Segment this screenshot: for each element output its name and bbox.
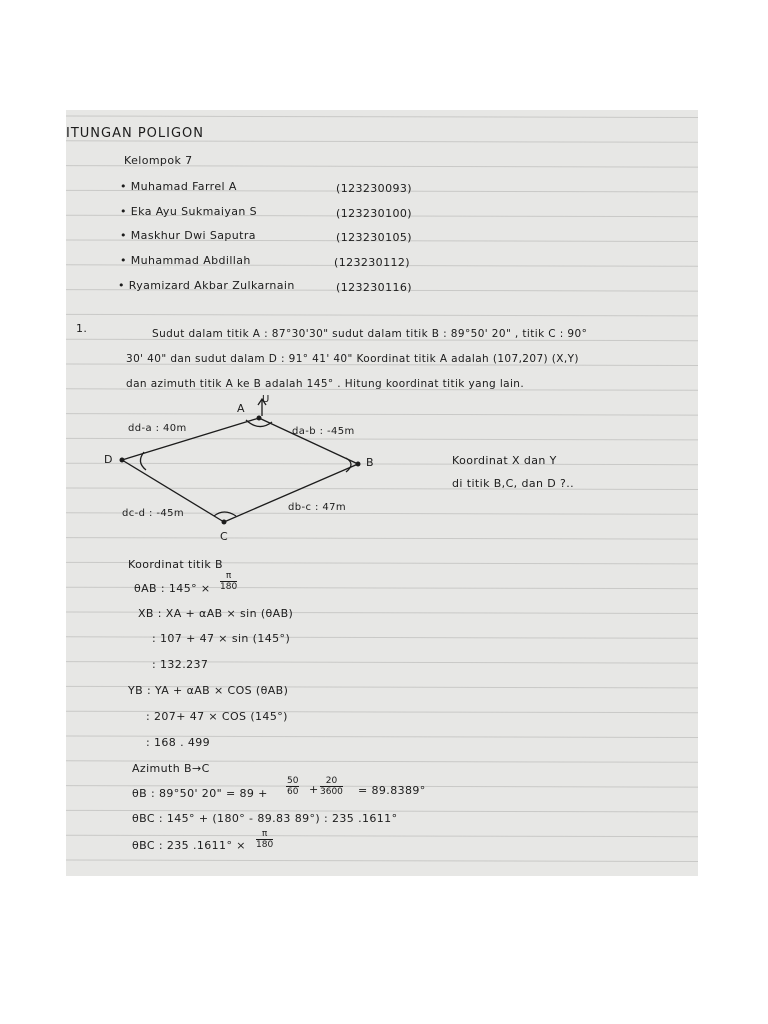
problem-line: Sudut dalam titik A : 87°30'30" sudut dalam titik B : 89°50' 20" , titik C : 90° (152, 328, 588, 340)
pi-over-180: $\frac{\pi}{180}$ (220, 571, 238, 592)
side-label-ab: da-b : -45m (292, 426, 355, 437)
member-name: • Eka Ayu Sukmaiyan S (120, 205, 258, 218)
member-id: (123230116) (336, 281, 412, 294)
point-label-c: C (220, 530, 229, 543)
point-d-marker (120, 458, 125, 463)
point-b-marker (356, 462, 361, 467)
member-id: (123230105) (336, 231, 412, 244)
plus-sign: + (309, 783, 319, 796)
north-label: U (262, 394, 270, 405)
group-label: Kelompok 7 (124, 154, 193, 167)
side-label-bc: db-c : 47m (288, 502, 346, 513)
member-name: • Maskhur Dwi Saputra (120, 229, 256, 242)
side-label-cd: dc-d : -45m (122, 508, 185, 519)
point-label-a: A (237, 402, 245, 415)
theta-ab-formula: θAB : 145° × (134, 582, 211, 595)
yb-substitution: : 207+ 47 × COS (145°) (146, 710, 288, 723)
problem-number: 1. (76, 322, 88, 335)
member-name: • Muhamad Farrel A (120, 180, 237, 193)
side-label-da: dd-a : 40m (128, 423, 187, 434)
heading-azimuth: Azimuth B→C (132, 762, 210, 775)
member-id: (123230112) (334, 256, 410, 269)
fraction-50-60: $\frac{50}{60}$ (287, 776, 299, 797)
xb-substitution: : 107 + 47 × sin (145°) (152, 632, 291, 645)
theta-bc-formula: θBC : 145° + (180° - 89.83 89°) : 235 .1611° (132, 812, 398, 825)
side-ab (259, 418, 358, 464)
side-bc (224, 464, 358, 522)
member-name: • Ryamizard Akbar Zulkarnain (118, 279, 295, 292)
theta-b-result: = 89.8389° (358, 784, 426, 797)
fraction-20-3600: $\frac{20}{3600}$ (320, 776, 343, 797)
yb-formula: YB : YA + αAB × COS (θAB) (128, 684, 289, 697)
point-a-marker (257, 416, 262, 421)
xb-formula: XB : XA + αAB × sin (θAB) (138, 607, 294, 620)
point-label-b: B (366, 456, 374, 469)
pi-over-180: $\frac{\pi}{180}$ (256, 829, 274, 850)
point-label-d: D (104, 453, 113, 466)
member-id: (123230100) (336, 207, 412, 220)
member-name: • Muhammad Abdillah (120, 254, 251, 267)
problem-line: dan azimuth titik A ke B adalah 145° . Hitung koordinat titik yang lain. (126, 378, 525, 390)
page-title: ITUNGAN POLIGON (66, 126, 205, 141)
problem-line: 30' 40" dan sudut dalam D : 91° 41' 40" Koordinat titik A adalah (107,207) (X,Y) (126, 353, 579, 365)
heading-koordinat-b: Koordinat titik B (128, 558, 223, 571)
point-c-marker (222, 520, 227, 525)
theta-bc-radians: θBC : 235 .1611° × (132, 839, 246, 852)
diagram-note: di titik B,C, dan D ?.. (452, 477, 575, 490)
xb-result: : 132.237 (152, 658, 209, 671)
diagram-note: Koordinat X dan Y (452, 454, 557, 467)
yb-result: : 168 . 499 (146, 736, 211, 749)
angle-arc-c (214, 512, 236, 516)
notebook-page (66, 110, 698, 876)
theta-b-formula: θB : 89°50' 20" = 89 + (132, 787, 268, 800)
member-id: (123230093) (336, 182, 412, 195)
